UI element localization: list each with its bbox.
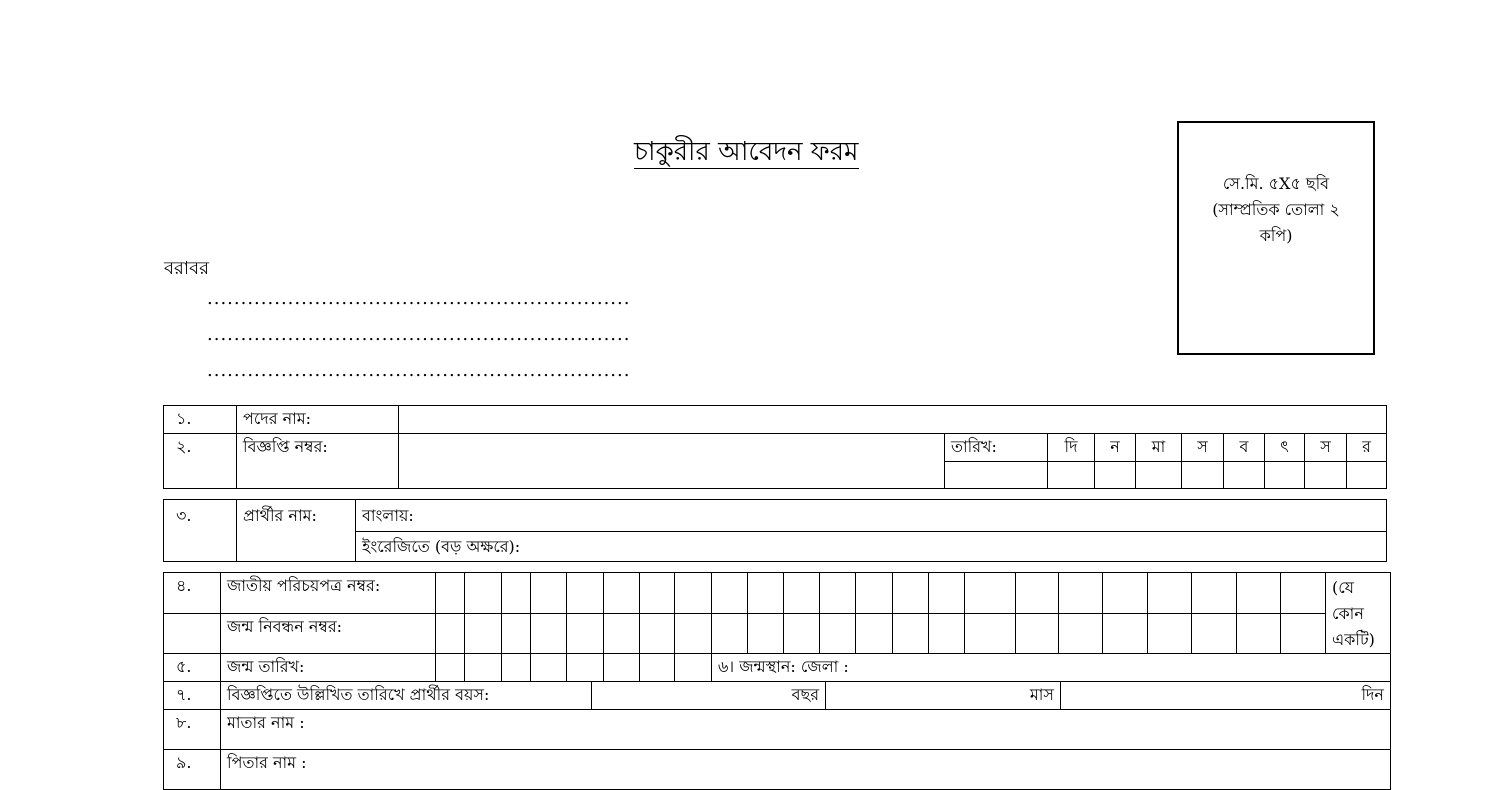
- row1-number: ১.: [164, 406, 237, 434]
- row8-number: ৮.: [164, 710, 221, 750]
- birth-registration-label: জন্ম নিবন্ধন নম্বর:: [221, 613, 436, 654]
- either-one-note-line2: একটি): [1332, 630, 1375, 649]
- digit-cell[interactable]: [531, 613, 567, 654]
- digit-cell[interactable]: [820, 573, 856, 614]
- digit-cell[interactable]: [502, 613, 531, 654]
- date-cell: ৎ: [1265, 434, 1305, 462]
- date-input-cell[interactable]: [1305, 462, 1347, 489]
- date-input-cell[interactable]: [1224, 462, 1265, 489]
- digit-cell[interactable]: [893, 613, 929, 654]
- photo-instruction-line1: সে.মি. ৫X৫ ছবি: [1222, 174, 1330, 193]
- digit-cell[interactable]: [1148, 613, 1192, 654]
- digit-cell[interactable]: [1148, 573, 1192, 614]
- photo-instruction-line2: (সাম্প্রতিক তোলা ২: [1212, 200, 1340, 219]
- date-cell: র: [1347, 434, 1387, 462]
- addressee-label: বরাবর: [164, 258, 210, 279]
- digit-cell[interactable]: [784, 573, 820, 614]
- either-one-note-line1: (যে কোন: [1332, 578, 1364, 623]
- digit-cell[interactable]: [1016, 613, 1059, 654]
- digit-cell[interactable]: [712, 613, 748, 654]
- digit-cell[interactable]: [640, 654, 675, 682]
- digit-cell[interactable]: [675, 613, 712, 654]
- circular-number-field[interactable]: [399, 434, 945, 489]
- date-input-cell[interactable]: [1136, 462, 1182, 489]
- digit-cell[interactable]: [640, 573, 675, 614]
- digit-cell[interactable]: [1059, 573, 1103, 614]
- date-input-blank[interactable]: [945, 462, 1048, 489]
- post-name-label: পদের নাম:: [237, 406, 399, 434]
- birthplace-field[interactable]: ৬। জন্মস্থান: জেলা :: [712, 654, 1391, 682]
- digit-cell[interactable]: [1192, 613, 1237, 654]
- digit-cell[interactable]: [436, 654, 465, 682]
- digit-cell[interactable]: [675, 573, 712, 614]
- digit-cell[interactable]: [567, 654, 604, 682]
- either-one-note: [1326, 573, 1391, 654]
- digit-cell[interactable]: [465, 654, 502, 682]
- digit-cell[interactable]: [929, 573, 965, 614]
- row2-number: ২.: [164, 434, 237, 489]
- date-input-cell[interactable]: [1347, 462, 1387, 489]
- form-title: চাকুরীর আবেদন ফরম: [634, 137, 859, 167]
- digit-cell[interactable]: [1103, 573, 1148, 614]
- digit-cell[interactable]: [748, 573, 784, 614]
- digit-cell[interactable]: [1059, 613, 1103, 654]
- digit-cell[interactable]: [502, 573, 531, 614]
- digit-cell[interactable]: [604, 573, 640, 614]
- digit-cell[interactable]: [893, 573, 929, 614]
- digit-cell[interactable]: [604, 613, 640, 654]
- digit-cell[interactable]: [965, 573, 1016, 614]
- row4-number: ৪.: [164, 573, 221, 614]
- digit-cell[interactable]: [465, 613, 502, 654]
- row5-number: ৫.: [164, 654, 221, 682]
- digit-cell[interactable]: [784, 613, 820, 654]
- date-label: তারিখ:: [945, 434, 1048, 462]
- age-day-field[interactable]: দিন: [1061, 682, 1391, 710]
- mother-name-field[interactable]: মাতার নাম :: [221, 710, 1391, 750]
- photo-instruction-line3: কপি): [1259, 226, 1293, 245]
- date-cell: দি: [1048, 434, 1095, 462]
- age-month-field[interactable]: মাস: [826, 682, 1061, 710]
- digit-cell[interactable]: [1281, 613, 1326, 654]
- post-table: [163, 405, 1387, 489]
- row4-blank: [164, 613, 221, 654]
- nid-label: জাতীয় পরিচয়পত্র নম্বর:: [221, 573, 436, 614]
- age-year-field[interactable]: বছর: [592, 682, 826, 710]
- date-cell: মা: [1136, 434, 1182, 462]
- address-line-1[interactable]: ...............................................................: [207, 288, 631, 309]
- digit-cell[interactable]: [1016, 573, 1059, 614]
- digit-cell[interactable]: [1281, 573, 1326, 614]
- row7-number: ৭.: [164, 682, 221, 710]
- digit-cell[interactable]: [1103, 613, 1148, 654]
- address-line-2[interactable]: ...............................................................: [207, 324, 631, 345]
- date-input-cell[interactable]: [1048, 462, 1095, 489]
- personal-info-table: [163, 681, 1391, 790]
- father-name-field[interactable]: পিতার নাম :: [221, 750, 1391, 790]
- digit-cell[interactable]: [567, 613, 604, 654]
- name-bangla-field[interactable]: বাংলায়:: [356, 500, 1387, 532]
- digit-cell[interactable]: [531, 654, 567, 682]
- digit-cell[interactable]: [1237, 573, 1281, 614]
- digit-cell[interactable]: [567, 573, 604, 614]
- id-table: [163, 572, 1391, 682]
- digit-cell[interactable]: [712, 573, 748, 614]
- birth-date-label: জন্ম তারিখ:: [221, 654, 436, 682]
- digit-cell[interactable]: [929, 613, 965, 654]
- digit-cell[interactable]: [856, 573, 893, 614]
- name-english-field[interactable]: ইংরেজিতে (বড় অক্ষরে):: [356, 532, 1387, 562]
- digit-cell[interactable]: [465, 573, 502, 614]
- digit-cell[interactable]: [856, 613, 893, 654]
- date-cell: ব: [1224, 434, 1265, 462]
- date-input-cell[interactable]: [1182, 462, 1224, 489]
- post-name-field[interactable]: [399, 406, 1387, 434]
- digit-cell[interactable]: [502, 654, 531, 682]
- digit-cell[interactable]: [604, 654, 640, 682]
- digit-cell[interactable]: [1192, 573, 1237, 614]
- date-input-cell[interactable]: [1265, 462, 1305, 489]
- digit-cell[interactable]: [820, 613, 856, 654]
- date-cell: ন: [1095, 434, 1136, 462]
- applicant-name-label: প্রার্থীর নাম:: [237, 500, 356, 562]
- applicant-name-table: [163, 499, 1387, 562]
- digit-cell[interactable]: [748, 613, 784, 654]
- address-line-3[interactable]: ...............................................................: [207, 360, 631, 381]
- circular-number-label: বিজ্ঞপ্তি নম্বর:: [237, 434, 399, 489]
- digit-cell[interactable]: [436, 573, 465, 614]
- digit-cell[interactable]: [965, 613, 1016, 654]
- photo-box: [1177, 121, 1375, 355]
- digit-cell[interactable]: [436, 613, 465, 654]
- date-input-cell[interactable]: [1095, 462, 1136, 489]
- row3-number: ৩.: [164, 500, 237, 562]
- age-label: বিজ্ঞপ্তিতে উল্লিখিত তারিখে প্রার্থীর বয়স:: [221, 682, 592, 710]
- digit-cell[interactable]: [640, 613, 675, 654]
- date-cell: স: [1182, 434, 1224, 462]
- digit-cell[interactable]: [1237, 613, 1281, 654]
- date-cell: স: [1305, 434, 1347, 462]
- row9-number: ৯.: [164, 750, 221, 790]
- digit-cell[interactable]: [675, 654, 712, 682]
- digit-cell[interactable]: [531, 573, 567, 614]
